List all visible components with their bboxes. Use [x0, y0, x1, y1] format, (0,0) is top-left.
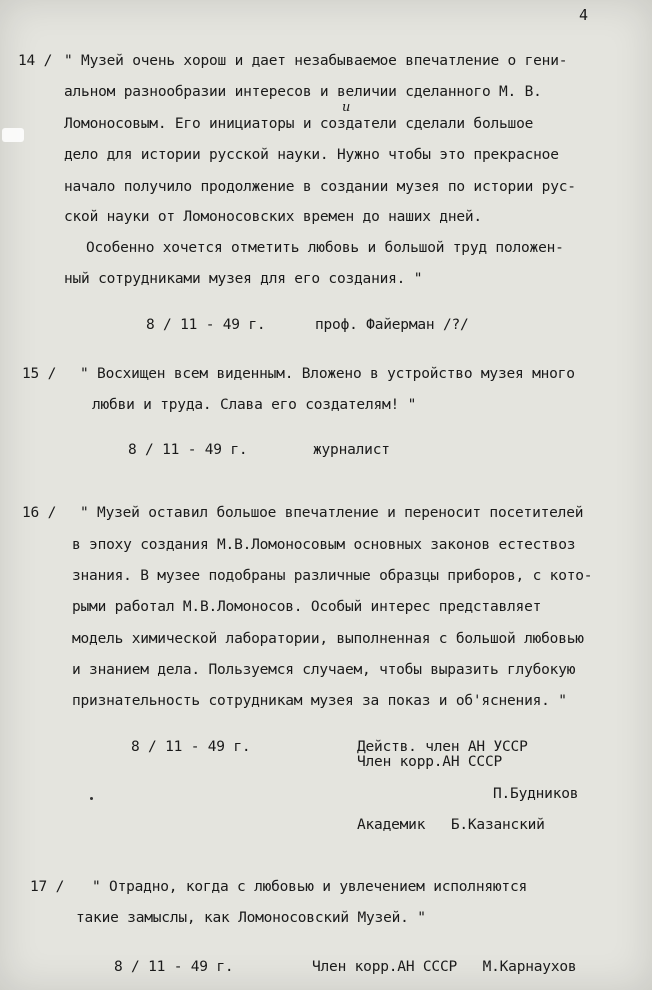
- entry-line: ный сотрудниками музея для его создания. ": [64, 271, 423, 287]
- entry-line: знания. В музее подобраны различные образцы приборов, с кото-: [72, 568, 593, 584]
- entry-number: 14 /: [18, 53, 53, 69]
- entry-number: 16 /: [22, 505, 57, 521]
- entry-date: 8 / 11 - 49 г.: [131, 739, 251, 755]
- entry-date: 8 / 11 - 49 г.: [114, 959, 234, 975]
- entry-line: признательность сотрудникам музея за показ и об'яснения. ": [72, 693, 567, 709]
- handwritten-correction: и: [342, 100, 351, 115]
- entry-date: 8 / 11 - 49 г.: [146, 317, 266, 333]
- entry-line: в эпоху создания М.В.Ломоносовым основных законов естествоз: [72, 537, 576, 553]
- entry-line: начало получило продолжение в создании музея по истории рус-: [64, 179, 576, 195]
- entry-line: Особенно хочется отметить любовь и большой труд положен-: [86, 240, 564, 256]
- page-number: 4: [579, 6, 589, 24]
- entry-number: 17 /: [30, 879, 65, 895]
- entry-signature-title: Действ. член АН УССР: [357, 739, 528, 755]
- entry-line: альном разнообразии интересов и величии сделанного М. В.: [64, 84, 542, 100]
- entry-line: " Восхищен всем виденным. Вложено в устройство музея много: [80, 366, 575, 382]
- entry-date: 8 / 11 - 49 г.: [128, 442, 248, 458]
- entry-signature: проф. Файерман /?/: [315, 317, 469, 333]
- entry-signature: П.Будников: [493, 786, 579, 802]
- entry-line: рыми работал М.В.Ломоносов. Особый интерес представляет: [72, 599, 542, 615]
- entry-line: дело для истории русской науки. Нужно чтобы это прекрасное: [64, 147, 559, 163]
- entry-signature: Член корр.АН СССР М.Карнаухов: [312, 959, 577, 975]
- entry-signature-title: Член корр.АН СССР: [357, 754, 503, 770]
- entry-line: любви и труда. Слава его создателям! ": [92, 397, 417, 413]
- entry-number: 15 /: [22, 366, 57, 382]
- entry-line: модель химической лаборатории, выполненная с большой любовью: [72, 631, 584, 647]
- ink-speck: [90, 797, 93, 800]
- entry-line: " Отрадно, когда с любовью и увлечением исполняются: [92, 879, 528, 895]
- entry-line: ской науки от Ломоносовских времен до наших дней.: [64, 209, 482, 225]
- entry-signature: журналист: [313, 442, 390, 458]
- entry-line: Ломоносовым. Его инициаторы и создатели сделали большое: [64, 116, 534, 132]
- entry-line: такие замыслы, как Ломоносовский Музей. ": [76, 910, 426, 926]
- entry-line: и знанием дела. Пользуемся случаем, чтобы выразить глубокую: [72, 662, 576, 678]
- entry-line: " Музей очень хорош и дает незабываемое впечатление о гени-: [64, 53, 568, 69]
- paper-blemish: [2, 128, 24, 142]
- entry-line: " Музей оставил большое впечатление и переносит посетителей: [80, 505, 584, 521]
- entry-signature: Академик Б.Казанский: [357, 817, 545, 833]
